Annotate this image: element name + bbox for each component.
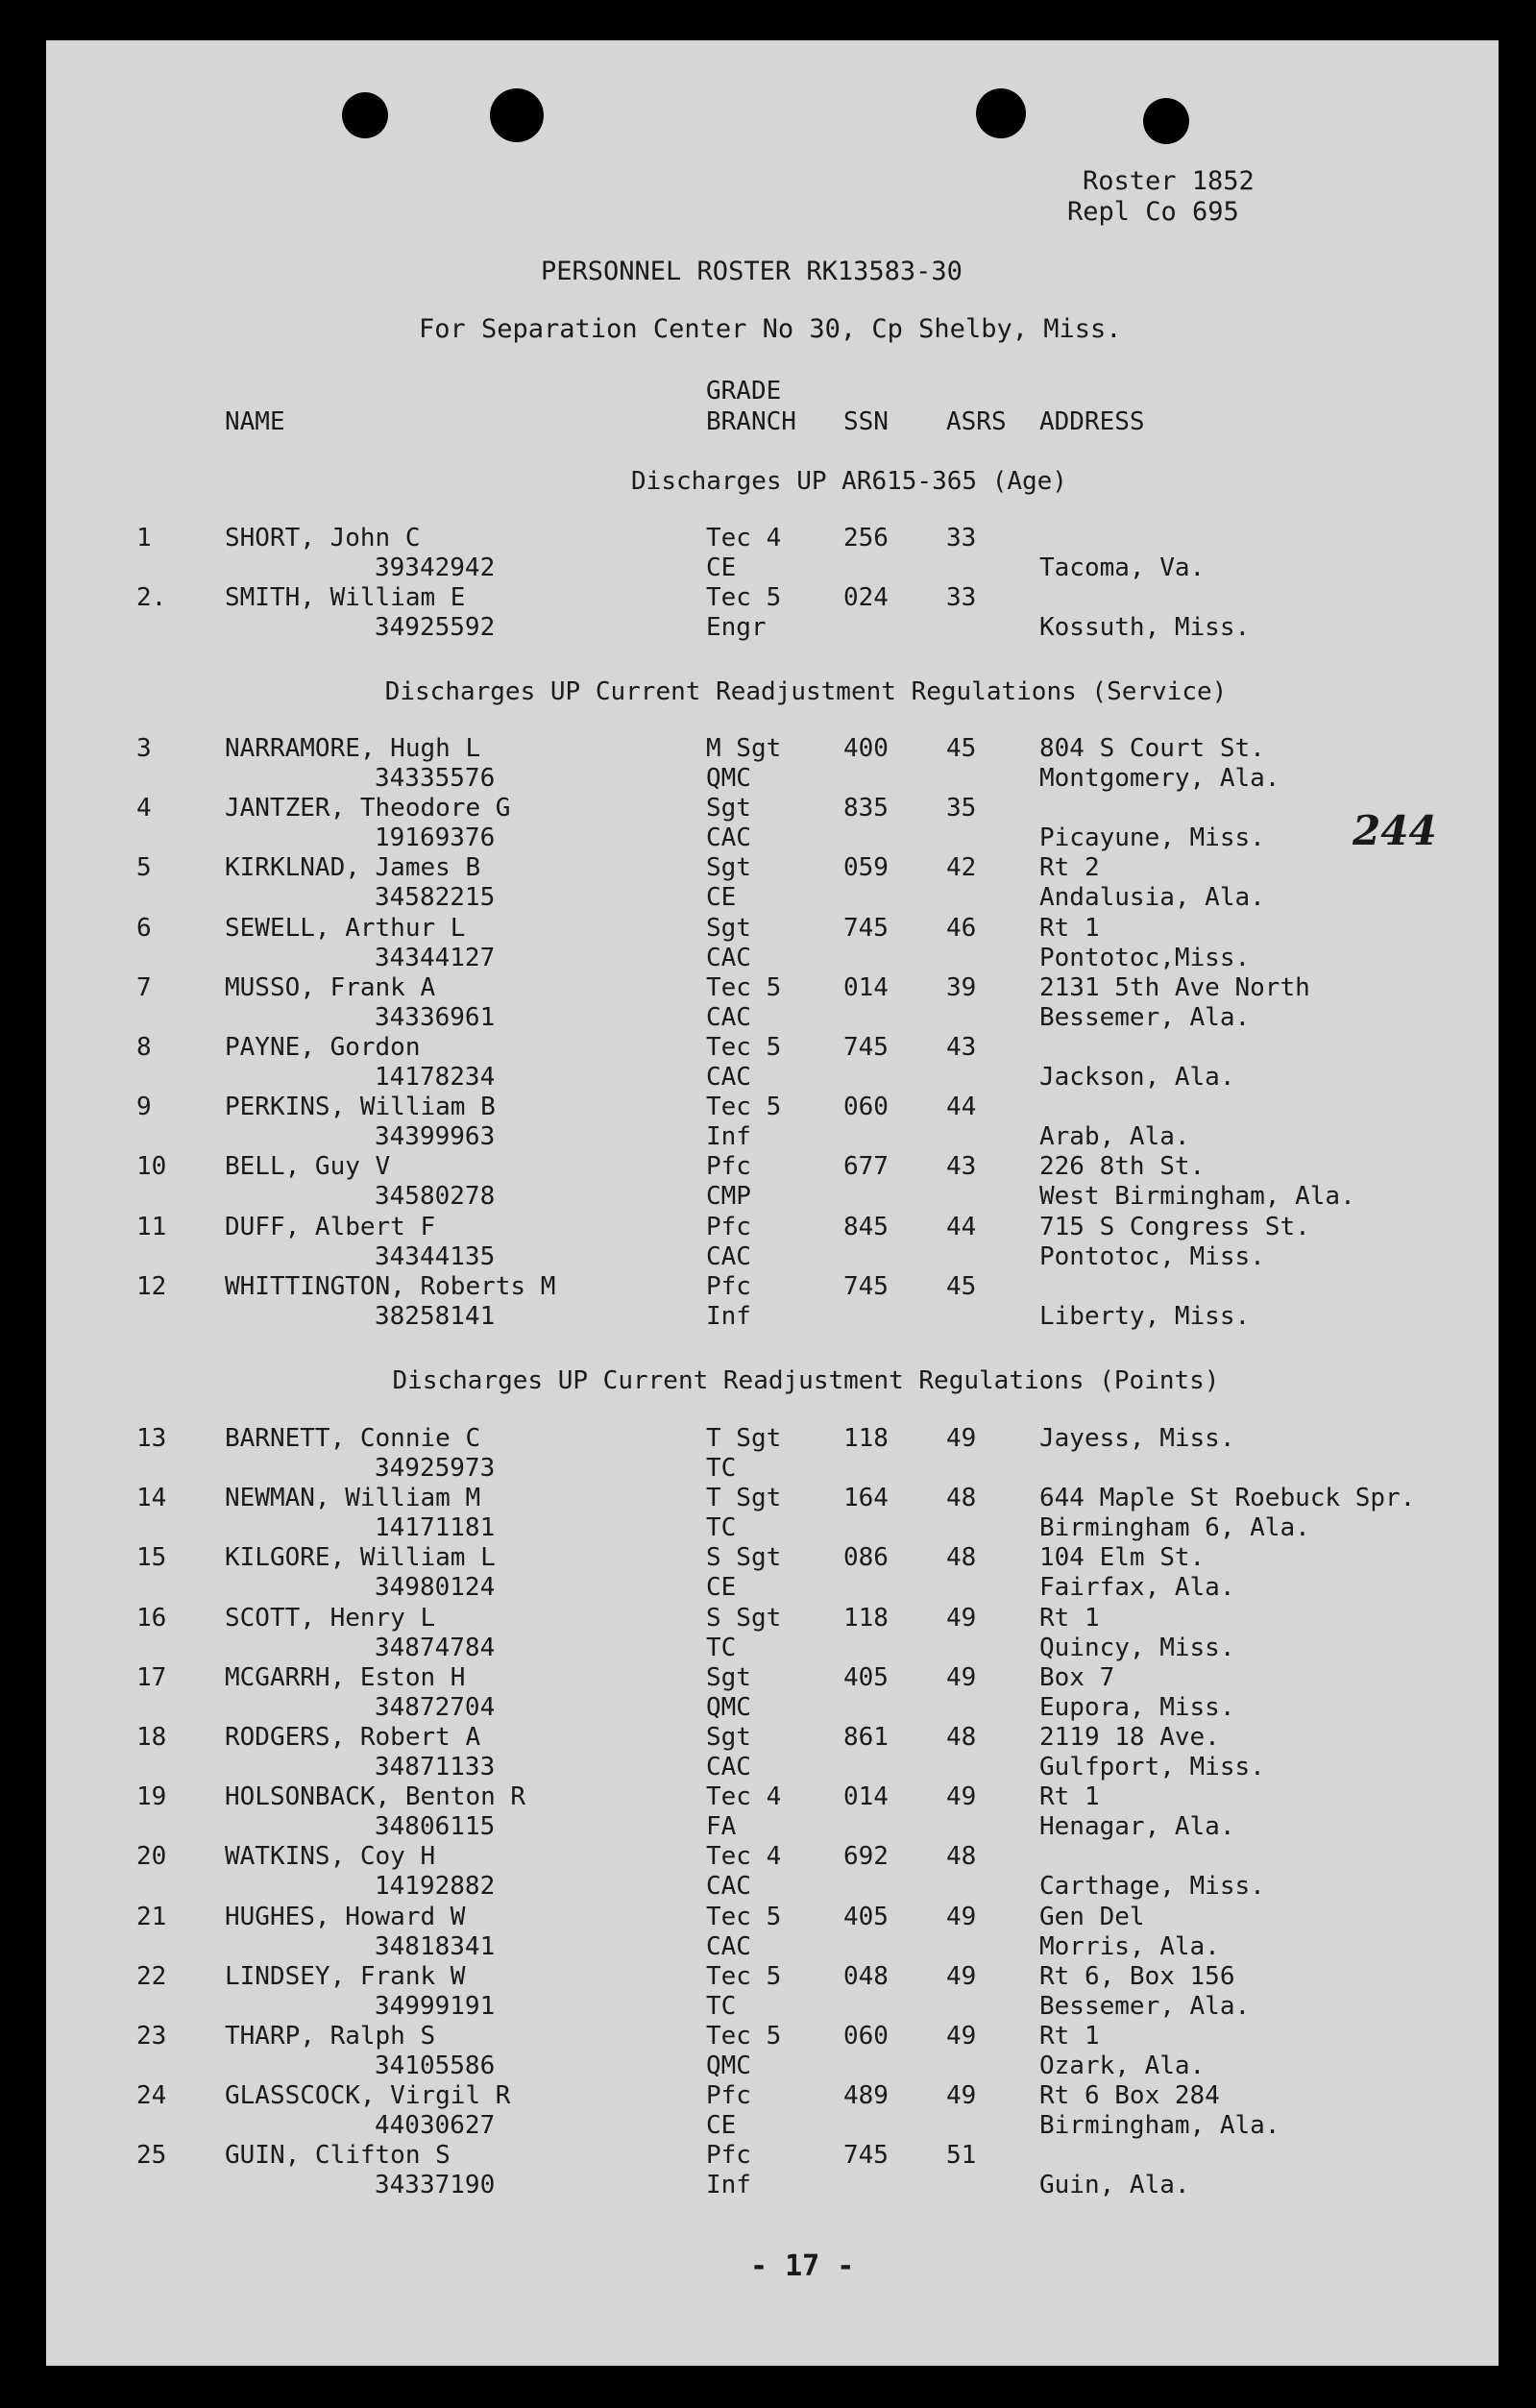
serial-number-cell: 19169376	[375, 823, 496, 852]
row-number: 17	[136, 1663, 167, 1692]
ssn-cell: 405	[843, 1663, 889, 1692]
address-line-1: Box 7	[1039, 1663, 1115, 1692]
branch-cell: CAC	[706, 823, 751, 852]
row-number: 19	[136, 1782, 167, 1811]
serial-number-cell: 34582215	[375, 883, 496, 912]
serial-number-cell: 14171181	[375, 1513, 496, 1542]
grade-cell: Sgt	[706, 1723, 751, 1752]
grade-cell: T Sgt	[706, 1424, 782, 1453]
name-cell: THARP, Ralph S	[225, 2022, 436, 2051]
row-number: 8	[136, 1033, 152, 1062]
ssn-cell: 489	[843, 2081, 889, 2110]
grade-cell: Tec 4	[706, 524, 782, 553]
branch-cell: CAC	[706, 944, 751, 972]
address-line-2: Pontotoc, Miss.	[1039, 1242, 1265, 1271]
name-cell: WATKINS, Coy H	[225, 1842, 436, 1871]
serial-number-cell: 34335576	[375, 764, 496, 793]
row-number: 6	[136, 914, 152, 943]
address-line-2: Morris, Ala.	[1039, 1932, 1220, 1961]
serial-number-cell: 44030627	[375, 2111, 496, 2140]
ssn-cell: 014	[843, 973, 889, 1002]
row-number: 15	[136, 1543, 167, 1572]
name-cell: KILGORE, William L	[225, 1543, 496, 1572]
serial-number-cell: 34344127	[375, 944, 496, 972]
serial-number-cell: 38258141	[375, 1302, 496, 1331]
asrs-cell: 49	[946, 1604, 977, 1633]
ssn-cell: 845	[843, 1213, 889, 1241]
ssn-cell: 118	[843, 1424, 889, 1453]
name-cell: SCOTT, Henry L	[225, 1604, 436, 1633]
row-number: 7	[136, 973, 152, 1002]
branch-cell: Inf	[706, 1122, 751, 1151]
branch-cell: Inf	[706, 2171, 751, 2199]
address-line-1: Rt 1	[1039, 1604, 1100, 1633]
branch-cell: CE	[706, 2111, 737, 2140]
address-line-1: Rt 1	[1039, 2022, 1100, 2051]
name-cell: JANTZER, Theodore G	[225, 794, 511, 823]
branch-cell: QMC	[706, 1693, 751, 1722]
ssn-cell: 256	[843, 524, 889, 553]
serial-number-cell: 34818341	[375, 1932, 496, 1961]
branch-cell: FA	[706, 1812, 737, 1841]
grade-cell: Tec 4	[706, 1782, 782, 1811]
serial-number-cell: 34871133	[375, 1753, 496, 1781]
grade-cell: Tec 4	[706, 1842, 782, 1871]
address-line-2: Liberty, Miss.	[1039, 1302, 1251, 1331]
address-line-1: Gen Del	[1039, 1903, 1145, 1931]
row-number: 2.	[136, 583, 167, 612]
ssn-cell: 048	[843, 1962, 889, 1991]
row-number: 14	[136, 1484, 167, 1512]
ssn-cell: 405	[843, 1903, 889, 1931]
asrs-cell: 44	[946, 1093, 977, 1121]
asrs-cell: 44	[946, 1213, 977, 1241]
address-line-1: Rt 6, Box 156	[1039, 1962, 1235, 1991]
branch-cell: TC	[706, 1454, 737, 1483]
asrs-cell: 48	[946, 1484, 977, 1512]
asrs-cell: 35	[946, 794, 977, 823]
branch-cell: TC	[706, 1513, 737, 1542]
row-number: 1	[136, 524, 152, 553]
branch-cell: CAC	[706, 1872, 751, 1901]
ssn-cell: 060	[843, 2022, 889, 2051]
branch-cell: TC	[706, 1634, 737, 1662]
serial-number-cell: 39342942	[375, 553, 496, 582]
address-line-2: Birmingham 6, Ala.	[1039, 1513, 1310, 1542]
ssn-cell: 086	[843, 1543, 889, 1572]
asrs-cell: 49	[946, 1782, 977, 1811]
asrs-cell: 33	[946, 583, 977, 612]
row-number: 13	[136, 1424, 167, 1453]
branch-cell: CAC	[706, 1063, 751, 1092]
asrs-cell: 48	[946, 1543, 977, 1572]
serial-number-cell: 34874784	[375, 1634, 496, 1662]
asrs-cell: 43	[946, 1033, 977, 1062]
name-cell: PAYNE, Gordon	[225, 1033, 421, 1062]
address-line-1: 104 Elm St.	[1039, 1543, 1206, 1572]
asrs-cell: 49	[946, 1663, 977, 1692]
grade-cell: Tec 5	[706, 1093, 782, 1121]
grade-cell: Pfc	[706, 2081, 751, 2110]
address-line-1: Rt 1	[1039, 914, 1100, 943]
name-cell: SEWELL, Arthur L	[225, 914, 466, 943]
grade-cell: Tec 5	[706, 973, 782, 1002]
address-line-1: Rt 6 Box 284	[1039, 2081, 1220, 2110]
asrs-cell: 49	[946, 1424, 977, 1453]
serial-number-cell: 34925592	[375, 613, 496, 642]
branch-cell: CAC	[706, 1753, 751, 1781]
punch-hole	[1143, 98, 1189, 144]
ssn-cell: 014	[843, 1782, 889, 1811]
handwritten-mark: 244	[1353, 807, 1437, 854]
branch-cell: CAC	[706, 1003, 751, 1032]
branch-cell: Engr	[706, 613, 767, 642]
address-line-1: 715 S Congress St.	[1039, 1213, 1310, 1241]
branch-cell: CAC	[706, 1932, 751, 1961]
branch-cell: CE	[706, 1573, 737, 1602]
address-line-1: 644 Maple St Roebuck Spr.	[1039, 1484, 1416, 1512]
row-number: 9	[136, 1093, 152, 1121]
asrs-cell: 42	[946, 853, 977, 882]
grade-cell: Pfc	[706, 1213, 751, 1241]
name-cell: HUGHES, Howard W	[225, 1903, 466, 1931]
ssn-cell: 400	[843, 734, 889, 763]
name-cell: GLASSCOCK, Virgil R	[225, 2081, 511, 2110]
row-number: 5	[136, 853, 152, 882]
row-number: 21	[136, 1903, 167, 1931]
name-cell: MUSSO, Frank A	[225, 973, 436, 1002]
address-line-1: 2131 5th Ave North	[1039, 973, 1310, 1002]
row-number: 12	[136, 1272, 167, 1301]
row-number: 18	[136, 1723, 167, 1752]
column-header-grade: GRADE	[706, 377, 782, 405]
page-subtitle: For Separation Center No 30, Cp Shelby, Miss.	[419, 314, 1122, 344]
column-header-name: NAME	[225, 407, 285, 436]
grade-cell: Sgt	[706, 794, 751, 823]
grade-cell: Tec 5	[706, 583, 782, 612]
ssn-cell: 118	[843, 1604, 889, 1633]
address-line-2: Andalusia, Ala.	[1039, 883, 1265, 912]
ssn-cell: 861	[843, 1723, 889, 1752]
address-line-2: Henagar, Ala.	[1039, 1812, 1235, 1841]
column-header-ssn: SSN	[843, 407, 889, 436]
roster-label: Roster 1852	[1083, 166, 1255, 196]
serial-number-cell: 34925973	[375, 1454, 496, 1483]
asrs-cell: 49	[946, 1962, 977, 1991]
serial-number-cell: 34872704	[375, 1693, 496, 1722]
ssn-cell: 745	[843, 2141, 889, 2170]
address-line-2: Picayune, Miss.	[1039, 823, 1265, 852]
grade-cell: S Sgt	[706, 1543, 782, 1572]
row-number: 4	[136, 794, 152, 823]
serial-number-cell: 34399963	[375, 1122, 496, 1151]
name-cell: HOLSONBACK, Benton R	[225, 1782, 526, 1811]
ssn-cell: 164	[843, 1484, 889, 1512]
ssn-cell: 692	[843, 1842, 889, 1871]
asrs-cell: 48	[946, 1842, 977, 1871]
row-number: 23	[136, 2022, 167, 2051]
address-line-2: Ozark, Ala.	[1039, 2052, 1206, 2080]
grade-cell: Tec 5	[706, 1033, 782, 1062]
address-line-2: Quincy, Miss.	[1039, 1634, 1235, 1662]
row-number: 22	[136, 1962, 167, 1991]
address-line-1: 804 S Court St.	[1039, 734, 1265, 763]
address-line-1: Jayess, Miss.	[1039, 1424, 1235, 1453]
ssn-cell: 024	[843, 583, 889, 612]
grade-cell: Tec 5	[706, 1903, 782, 1931]
name-cell: SHORT, John C	[225, 524, 421, 553]
branch-cell: TC	[706, 1992, 737, 2021]
row-number: 16	[136, 1604, 167, 1633]
address-line-2: Gulfport, Miss.	[1039, 1753, 1265, 1781]
branch-cell: QMC	[706, 2052, 751, 2080]
grade-cell: S Sgt	[706, 1604, 782, 1633]
punch-hole	[976, 88, 1026, 138]
branch-cell: QMC	[706, 764, 751, 793]
grade-cell: Tec 5	[706, 2022, 782, 2051]
name-cell: GUIN, Clifton S	[225, 2141, 451, 2170]
roster-page	[46, 40, 1499, 2366]
address-line-1: 2119 18 Ave.	[1039, 1723, 1220, 1752]
name-cell: BARNETT, Connie C	[225, 1424, 481, 1453]
punch-hole	[490, 88, 544, 142]
ssn-cell: 060	[843, 1093, 889, 1121]
address-line-2: Fairfax, Ala.	[1039, 1573, 1235, 1602]
ssn-cell: 745	[843, 1272, 889, 1301]
grade-cell: Sgt	[706, 914, 751, 943]
grade-cell: Pfc	[706, 2141, 751, 2170]
address-line-1: 226 8th St.	[1039, 1152, 1206, 1181]
asrs-cell: 49	[946, 2081, 977, 2110]
ssn-cell: 745	[843, 914, 889, 943]
address-line-2: Tacoma, Va.	[1039, 553, 1206, 582]
address-line-2: Guin, Ala.	[1039, 2171, 1190, 2199]
ssn-cell: 059	[843, 853, 889, 882]
grade-cell: Pfc	[706, 1152, 751, 1181]
name-cell: NARRAMORE, Hugh L	[225, 734, 481, 763]
asrs-cell: 45	[946, 1272, 977, 1301]
section-heading: Discharges UP Current Readjustment Regulations (Points)	[392, 1366, 1220, 1395]
address-line-2: Jackson, Ala.	[1039, 1063, 1235, 1092]
address-line-2: Eupora, Miss.	[1039, 1693, 1235, 1722]
address-line-2: Pontotoc,Miss.	[1039, 944, 1251, 972]
row-number: 20	[136, 1842, 167, 1871]
grade-cell: Tec 5	[706, 1962, 782, 1991]
page-title: PERSONNEL ROSTER RK13583-30	[541, 257, 963, 286]
page-number: - 17 -	[750, 2249, 855, 2283]
asrs-cell: 48	[946, 1723, 977, 1752]
ssn-cell: 677	[843, 1152, 889, 1181]
name-cell: PERKINS, William B	[225, 1093, 496, 1121]
branch-cell: CE	[706, 553, 737, 582]
asrs-cell: 51	[946, 2141, 977, 2170]
row-number: 10	[136, 1152, 167, 1181]
address-line-2: Birmingham, Ala.	[1039, 2111, 1280, 2140]
grade-cell: Sgt	[706, 1663, 751, 1692]
grade-cell: T Sgt	[706, 1484, 782, 1512]
asrs-cell: 45	[946, 734, 977, 763]
section-heading: Discharges UP AR615-365 (Age)	[631, 467, 1067, 496]
column-header-branch: BRANCH	[706, 407, 796, 436]
name-cell: KIRKLNAD, James B	[225, 853, 481, 882]
name-cell: BELL, Guy V	[225, 1152, 391, 1181]
row-number: 3	[136, 734, 152, 763]
address-line-2: Bessemer, Ala.	[1039, 1992, 1251, 2021]
branch-cell: Inf	[706, 1302, 751, 1331]
address-line-1: Rt 2	[1039, 853, 1100, 882]
name-cell: DUFF, Albert F	[225, 1213, 436, 1241]
address-line-2: West Birmingham, Ala.	[1039, 1182, 1355, 1211]
name-cell: RODGERS, Robert A	[225, 1723, 481, 1752]
asrs-cell: 39	[946, 973, 977, 1002]
asrs-cell: 49	[946, 2022, 977, 2051]
address-line-2: Arab, Ala.	[1039, 1122, 1190, 1151]
company-label: Repl Co 695	[1067, 197, 1239, 227]
name-cell: NEWMAN, William M	[225, 1484, 481, 1512]
serial-number-cell: 34337190	[375, 2171, 496, 2199]
grade-cell: M Sgt	[706, 734, 782, 763]
column-header-address: ADDRESS	[1039, 407, 1145, 436]
grade-cell: Pfc	[706, 1272, 751, 1301]
name-cell: LINDSEY, Frank W	[225, 1962, 466, 1991]
serial-number-cell: 34580278	[375, 1182, 496, 1211]
serial-number-cell: 34999191	[375, 1992, 496, 2021]
address-line-2: Carthage, Miss.	[1039, 1872, 1265, 1901]
serial-number-cell: 34105586	[375, 2052, 496, 2080]
serial-number-cell: 34980124	[375, 1573, 496, 1602]
address-line-2: Kossuth, Miss.	[1039, 613, 1251, 642]
branch-cell: CE	[706, 883, 737, 912]
column-header-asrs: ASRS	[946, 407, 1007, 436]
name-cell: MCGARRH, Eston H	[225, 1663, 466, 1692]
address-line-2: Bessemer, Ala.	[1039, 1003, 1251, 1032]
asrs-cell: 33	[946, 524, 977, 553]
serial-number-cell: 34344135	[375, 1242, 496, 1271]
row-number: 25	[136, 2141, 167, 2170]
asrs-cell: 43	[946, 1152, 977, 1181]
name-cell: SMITH, William E	[225, 583, 466, 612]
ssn-cell: 745	[843, 1033, 889, 1062]
section-heading: Discharges UP Current Readjustment Regulations (Service)	[384, 677, 1228, 706]
asrs-cell: 49	[946, 1903, 977, 1931]
serial-number-cell: 14192882	[375, 1872, 496, 1901]
ssn-cell: 835	[843, 794, 889, 823]
branch-cell: CAC	[706, 1242, 751, 1271]
grade-cell: Sgt	[706, 853, 751, 882]
branch-cell: CMP	[706, 1182, 751, 1211]
serial-number-cell: 14178234	[375, 1063, 496, 1092]
address-line-1: Rt 1	[1039, 1782, 1100, 1811]
serial-number-cell: 34336961	[375, 1003, 496, 1032]
asrs-cell: 46	[946, 914, 977, 943]
punch-hole	[342, 92, 388, 138]
address-line-2: Montgomery, Ala.	[1039, 764, 1280, 793]
name-cell: WHITTINGTON, Roberts M	[225, 1272, 556, 1301]
row-number: 24	[136, 2081, 167, 2110]
row-number: 11	[136, 1213, 167, 1241]
serial-number-cell: 34806115	[375, 1812, 496, 1841]
